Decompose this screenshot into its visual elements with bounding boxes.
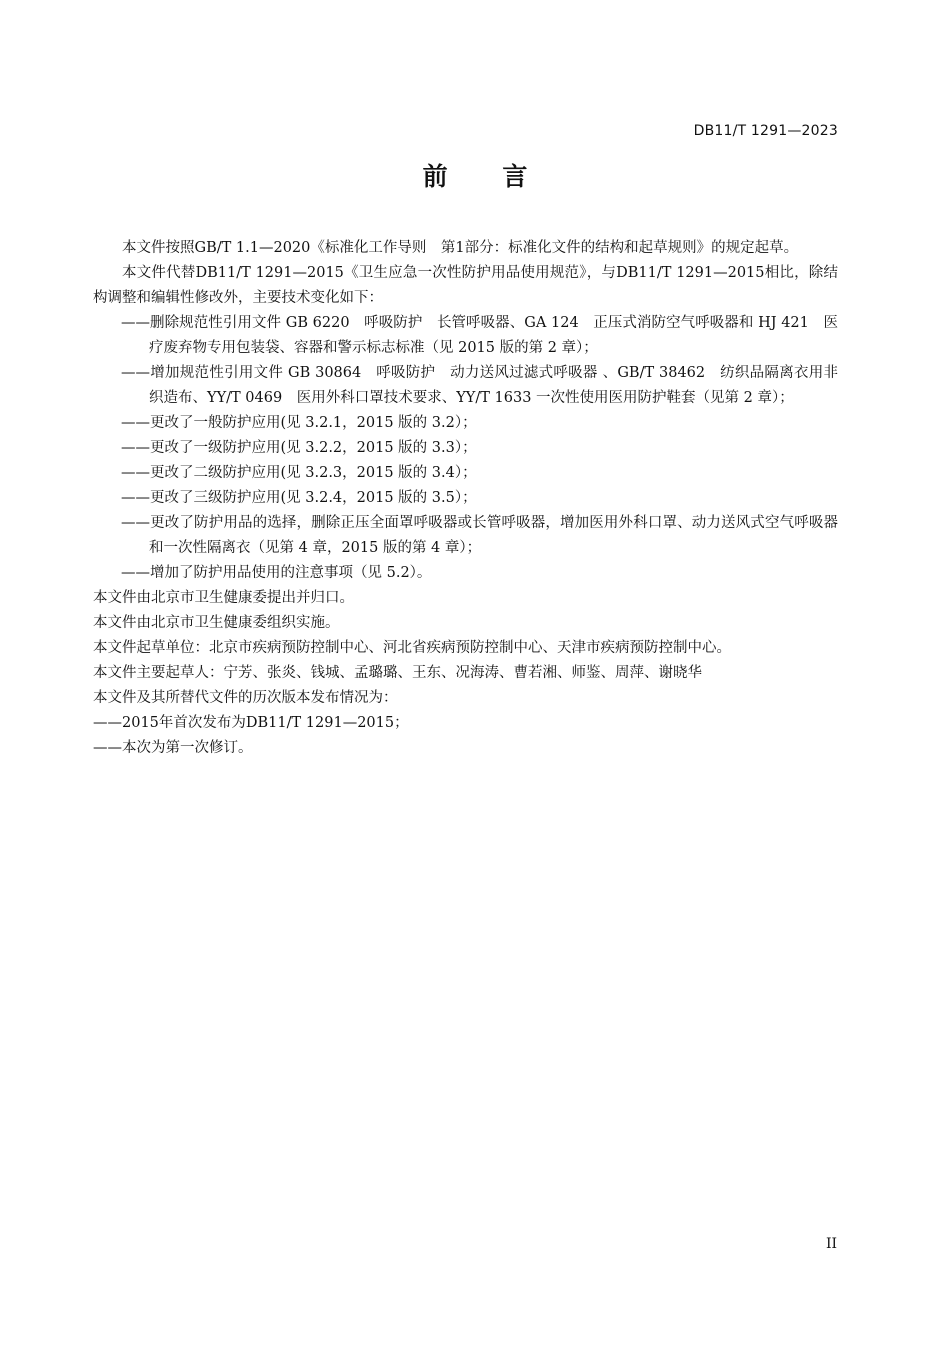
document-number: DB11/T 1291—2023 (693, 123, 838, 139)
paragraph-drafting-basis: 本文件按照GB/T 1.1—2020《标准化工作导则 第1部分：标准化文件的结构和起草规则》的规定起草。 (122, 240, 799, 256)
paragraph-replacement: 本文件代替DB11/T 1291—2015《卫生应急一次性防护用品使用规范》，与DB11/T 1291—2015相比，除结构调整和编辑性修改外，主要技术变化如下： (93, 265, 838, 306)
statement-proposed-by: 本文件由北京市卫生健康委提出并归口。 (93, 590, 354, 606)
change-item: ——删除规范性引用文件 GB 6220 呼吸防护 长管呼吸器、GA 124 正压式消防空气呼吸器和 HJ 421 医疗废弃物专用包装袋、容器和警示标志标准（见 2015 版的第 2 章）； (121, 315, 838, 356)
change-item: ——增加规范性引用文件 GB 30864 呼吸防护 动力送风过滤式呼吸器 、GB/T 38462 纺织品隔离衣用非织造布、YY/T 0469 医用外科口罩技术要求、YY/T 1633 一次性使用医用防护鞋套（见第 2 章）； (121, 365, 838, 406)
statement-organized-by: 本文件由北京市卫生健康委组织实施。 (93, 615, 340, 631)
statement-drafters: 本文件主要起草人：宁芳、张炎、钱城、孟璐璐、王东、况海涛、曹若湘、师鉴、周萍、谢晓华 (93, 665, 702, 681)
change-item: ——更改了一级防护应用(见 3.2.2，2015 版的 3.3）； (121, 440, 477, 456)
page-number: II (825, 1236, 837, 1252)
statement-drafting-units: 本文件起草单位：北京市疾病预防控制中心、河北省疾病预防控制中心、天津市疾病预防控制中心。 (93, 640, 731, 656)
change-item: ——更改了三级防护应用(见 3.2.4，2015 版的 3.5）； (121, 490, 477, 506)
change-item: ——更改了一般防护应用(见 3.2.1，2015 版的 3.2）； (121, 415, 477, 431)
change-item: ——更改了防护用品的选择，删除正压全面罩呼吸器或长管呼吸器，增加医用外科口罩、动力送风式空气呼吸器和一次性隔离衣（见第 4 章，2015 版的第 4 章）； (121, 515, 838, 556)
page-title: 前 言 (422, 162, 528, 191)
foreword-body (93, 236, 838, 761)
history-item: ——本次为第一次修订。 (93, 740, 253, 756)
change-item: ——增加了防护用品使用的注意事项（见 5.2）。 (121, 565, 432, 581)
change-item: ——更改了二级防护应用(见 3.2.3，2015 版的 3.4）； (121, 465, 477, 481)
history-item: ——2015年首次发布为DB11/T 1291—2015； (93, 715, 409, 731)
statement-history-intro: 本文件及其所替代文件的历次版本发布情况为： (93, 690, 398, 706)
